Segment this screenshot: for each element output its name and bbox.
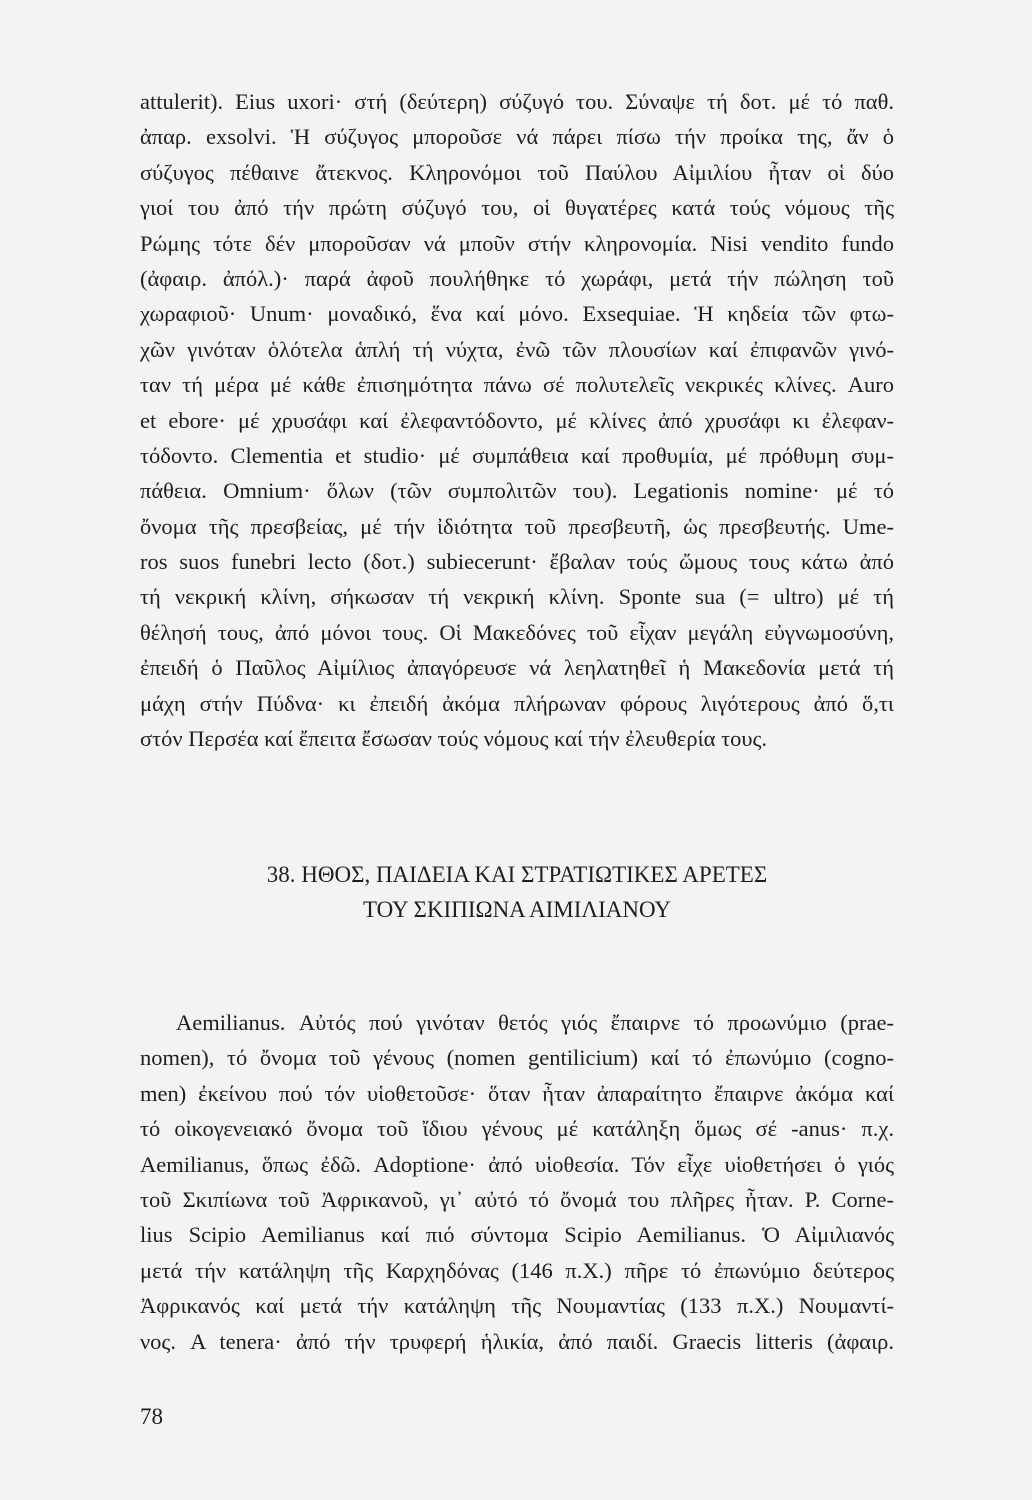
paragraph-1 bbox=[140, 84, 894, 756]
text-line: ros suos funebri lecto (δοτ.) subiecerunt· ἔβαλαν τούς ὤμους τους κάτω ἀπό bbox=[140, 549, 894, 575]
text-line: Aemilianus, ὅπως ἐδῶ. Adoptione· ἀπό υἱοθεσία. Τόν εἶχε υἱοθετήσει ὁ γιός bbox=[140, 1151, 894, 1177]
text-line: ἐπειδή ὁ Παῦλος Αἰμίλιος ἀπαγόρευσε νά λεηλατηθεῖ ἡ Μακεδονία μετά τή bbox=[140, 655, 894, 681]
text-line: Aemilianus. Αὐτός πού γινόταν θετός γιός ἔπαιρνε τό προωνύμιο (prae- bbox=[176, 1010, 894, 1035]
text-line: et ebore· μέ χρυσάφι καί ἐλεφαντόδοντο, μέ κλίνες ἀπό χρυσάφι κι ἐλεφαν- bbox=[140, 407, 894, 433]
text-line: ταν τή μέρα μέ κάθε ἐπισημότητα πάνω σέ πολυτελεῖς νεκρικές κλίνες. Auro bbox=[140, 372, 894, 398]
text-line: στόν Περσέα καί ἔπειτα ἔσωσαν τούς νόμους καί τήν ἐλευθερία τους. bbox=[140, 726, 768, 752]
text-line: τοῦ Σκιπίωνα τοῦ Ἀφρικανοῦ, γι᾽ αὐτό τό ὄνομά του πλῆρες ἦταν. P. Corne- bbox=[140, 1186, 894, 1212]
text-line: νος. A tenera· ἀπό τήν τρυφερή ἡλικία, ἀπό παιδί. Graecis litteris (ἀφαιρ. bbox=[140, 1328, 894, 1354]
text-line: ἀπαρ. exsolvi. Ἡ σύζυγος μποροῦσε νά πάρει πίσω τήν προίκα της, ἄν ὁ bbox=[140, 124, 894, 150]
text-line: men) ἐκείνου πού τόν υἱοθετοῦσε· ὅταν ἦταν ἀπαραίτητο ἔπαιρνε ἀκόμα καί bbox=[140, 1080, 894, 1106]
text-line: Ἀφρικανός καί μετά τήν κατάληψη τῆς Νουμαντίας (133 π.Χ.) Νουμαντί- bbox=[140, 1293, 894, 1319]
text-line: nomen), τό ὄνομα τοῦ γένους (nomen gentilicium) καί τό ἐπωνύμιο (cogno- bbox=[140, 1045, 894, 1071]
text-line: τόδοντο. Clementia et studio· μέ συμπάθεια καί προθυμία, μέ πρόθυμη συμ- bbox=[140, 442, 894, 468]
text-line: πάθεια. Omnium· ὅλων (τῶν συμπολιτῶν του). Legationis nomine· μέ τό bbox=[140, 478, 894, 504]
text-line: μάχη στήν Πύδνα· κι ἐπειδή ἀκόμα πλήρωναν φόρους λιγότερους ἀπό ὅ,τι bbox=[140, 690, 894, 716]
text-line: σύζυγος πέθαινε ἄτεκνος. Κληρονόμοι τοῦ Παύλου Αἰμιλίου ἦταν οἱ δύο bbox=[140, 159, 894, 185]
heading-line-1: 38. ΗΘΟΣ, ΠΑΙΔΕΙΑ ΚΑΙ ΣΤΡΑΤΙΩΤΙΚΕΣ ΑΡΕΤΕΣ bbox=[266, 862, 768, 887]
text-line: (ἀφαιρ. ἀπόλ.)· παρά ἀφοῦ πουλήθηκε τό χωράφι, μετά τήν πώληση τοῦ bbox=[140, 265, 894, 291]
text-line: lius Scipio Aemilianus καί πιό σύντομα Scipio Aemilianus. Ὁ Αἰμιλιανός bbox=[140, 1222, 894, 1248]
text-line: τό οἰκογενειακό ὄνομα τοῦ ἴδιου γένους μέ κατάληξη ὅμως σέ -anus· π.χ. bbox=[140, 1116, 894, 1142]
text-line: τή νεκρική κλίνη, σήκωσαν τή νεκρική κλίνη. Sponte sua (= ultro) μέ τή bbox=[140, 584, 894, 610]
text-line: χωραφιοῦ· Unum· μοναδικό, ἕνα καί μόνο. Exsequiae. Ἡ κηδεία τῶν φτω- bbox=[140, 301, 894, 327]
page-number: 78 bbox=[140, 1404, 163, 1429]
heading-line-2: ΤΟΥ ΣΚΙΠΙΩΝΑ ΑΙΜΙΛΙΑΝΟΥ bbox=[362, 897, 672, 922]
text-line: μετά τήν κατάληψη τῆς Καρχηδόνας (146 π.Χ.) πῆρε τό ἐπωνύμιο δεύτερος bbox=[140, 1257, 894, 1283]
text-line: χῶν γινόταν ὁλότελα ἁπλή τή νύχτα, ἐνῶ τῶν πλουσίων καί ἐπιφανῶν γινό- bbox=[140, 336, 894, 362]
section-heading bbox=[140, 857, 894, 927]
text-line: attulerit). Eius uxori· στή (δεύτερη) σύζυγό του. Σύναψε τή δοτ. μέ τό παθ. bbox=[140, 89, 894, 114]
text-line: θέλησή τους, ἀπό μόνοι τους. Οἱ Μακεδόνες τοῦ εἶχαν μεγάλη εὐγνωμοσύνη, bbox=[140, 619, 894, 645]
text-line: Ρώμης τότε δέν μποροῦσαν νά μποῦν στήν κληρονομία. Nisi vendito fundo bbox=[140, 230, 894, 256]
paragraph-2 bbox=[140, 1005, 894, 1359]
text-line: γιοί του ἀπό τήν πρώτη σύζυγό του, οἱ θυγατέρες κατά τούς νόμους τῆς bbox=[140, 195, 894, 221]
text-line: ὄνομα τῆς πρεσβείας, μέ τήν ἰδιότητα τοῦ πρεσβευτῆ, ὡς πρεσβευτής. Ume- bbox=[140, 513, 894, 539]
